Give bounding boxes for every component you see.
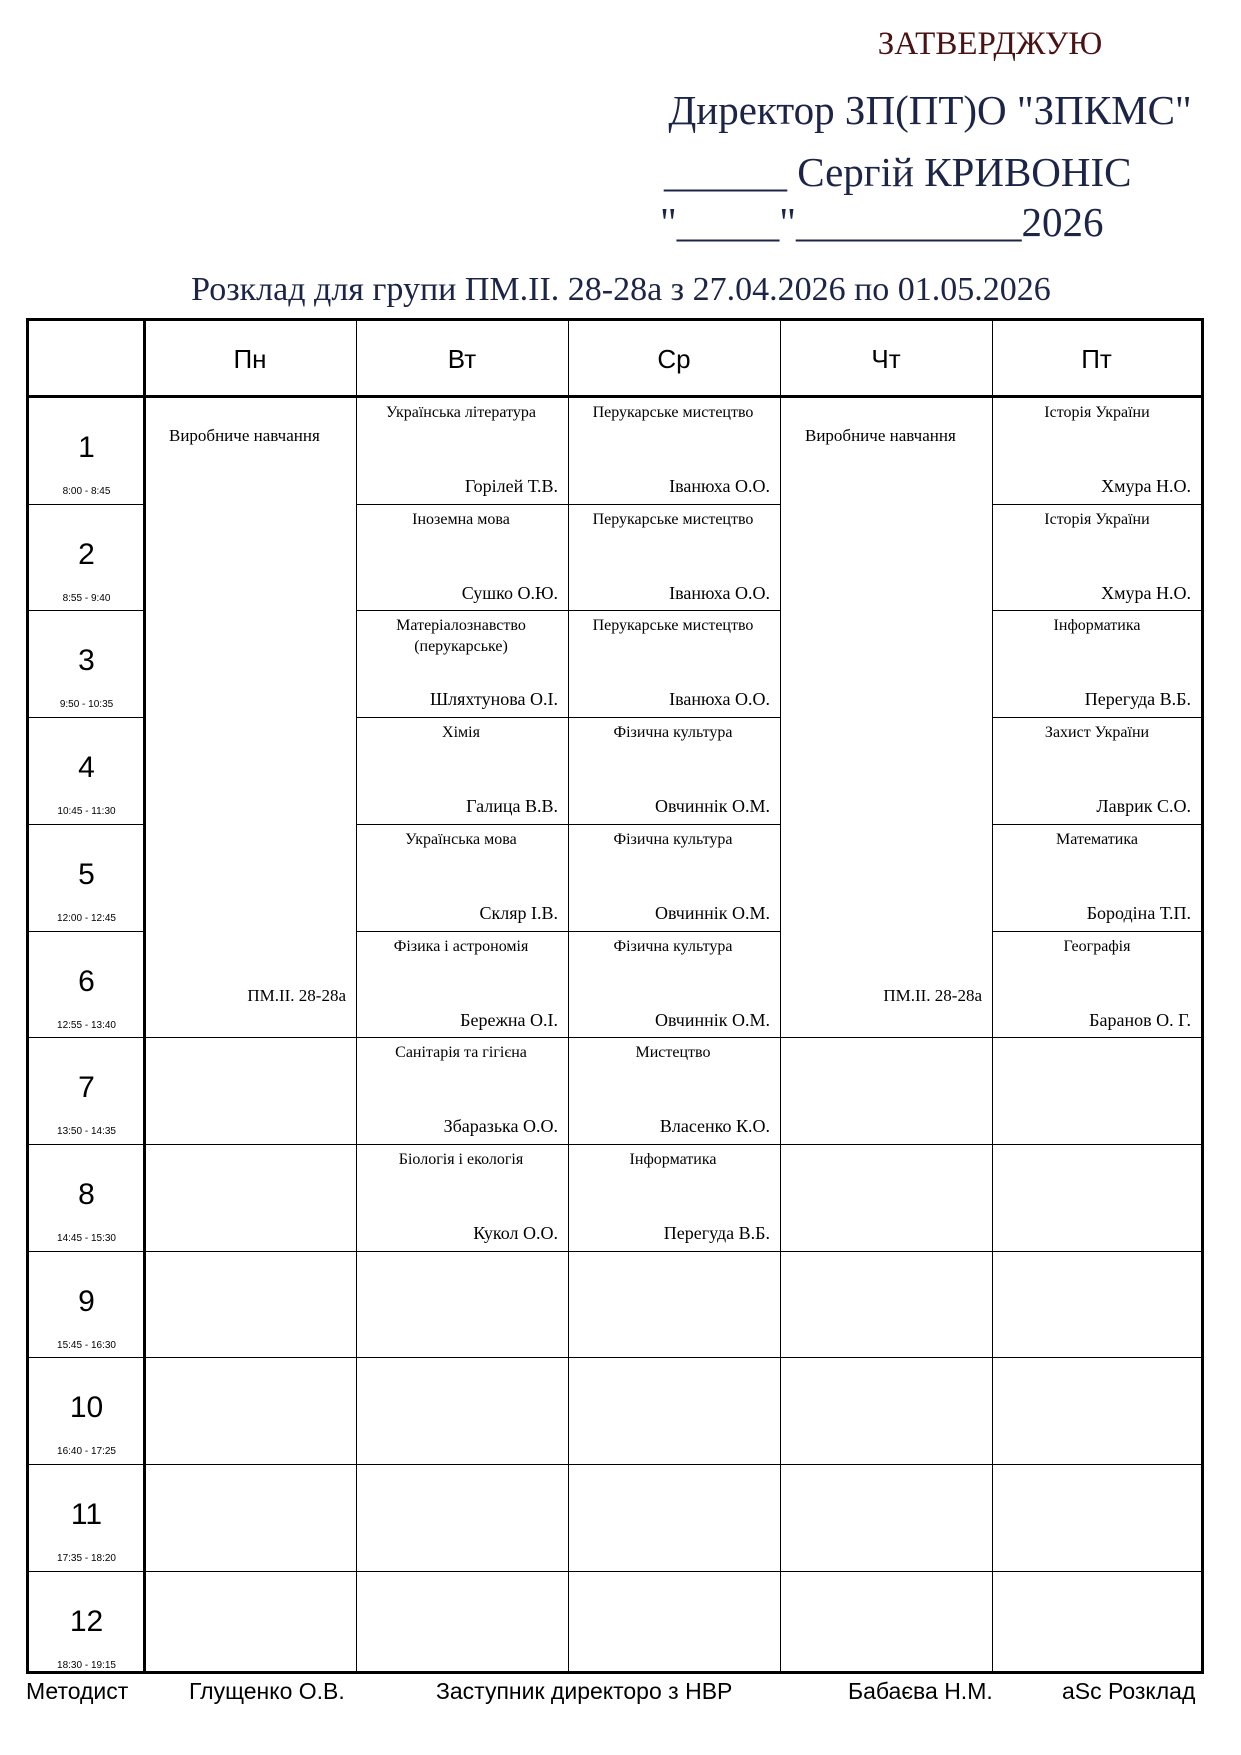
period-time: 17:35 - 18:20 bbox=[57, 1553, 116, 1564]
lesson-teacher: Хмура Н.О. bbox=[1101, 476, 1191, 496]
lesson-teacher: Бородіна Т.П. bbox=[1086, 902, 1191, 923]
row-divider bbox=[568, 1464, 780, 1465]
row-divider bbox=[568, 1251, 780, 1252]
period-time: 12:00 - 12:45 bbox=[57, 912, 116, 924]
lesson-teacher: Скляр І.В. bbox=[479, 902, 558, 923]
period-time: 16:40 - 17:25 bbox=[57, 1446, 116, 1458]
approval-date-line: "_____"___________2026 bbox=[660, 199, 1104, 245]
lesson-subject: Іноземна мова bbox=[412, 510, 510, 528]
period-time: 8:00 - 8:45 bbox=[62, 486, 111, 497]
row-divider bbox=[144, 1571, 356, 1572]
lesson-teacher: Перегуда В.Б. bbox=[1084, 689, 1191, 710]
lesson-subject: Захист України bbox=[1044, 724, 1150, 742]
period-number: 10 bbox=[69, 1391, 104, 1425]
lesson-subject: Санітарія та гігієна bbox=[395, 1044, 527, 1062]
row-divider bbox=[992, 824, 1201, 825]
lesson-subject: Біологія і екологія bbox=[398, 1150, 524, 1168]
period-time: 10:45 - 11:30 bbox=[57, 806, 116, 818]
row-divider bbox=[992, 610, 1201, 611]
lesson-subject: Фізична культура bbox=[613, 724, 733, 742]
period-time: 9:50 - 10:35 bbox=[59, 699, 114, 711]
period-number: 4 bbox=[78, 751, 95, 785]
lesson-teacher: Горілей Т.В. bbox=[464, 476, 558, 496]
row-divider bbox=[356, 1037, 568, 1038]
lesson-subject: Історія України bbox=[1044, 404, 1150, 421]
footer-software: aSc Розклад bbox=[1062, 1678, 1196, 1704]
row-divider bbox=[29, 1144, 144, 1145]
row-divider bbox=[356, 1251, 568, 1252]
period-number: 2 bbox=[78, 537, 95, 571]
row-divider bbox=[29, 717, 144, 718]
row-divider bbox=[356, 1144, 568, 1145]
row-divider bbox=[144, 1464, 356, 1465]
column-divider bbox=[143, 321, 146, 1671]
lesson-subject: Фізика і астрономія bbox=[393, 937, 529, 955]
row-divider bbox=[992, 1251, 1201, 1252]
lesson-subject: Українська мова bbox=[405, 830, 517, 848]
row-divider bbox=[29, 1464, 144, 1465]
row-divider bbox=[992, 1144, 1201, 1145]
row-divider bbox=[992, 717, 1201, 718]
row-divider bbox=[356, 504, 568, 505]
lesson-teacher: Галица В.В. bbox=[466, 796, 558, 817]
row-divider bbox=[356, 1357, 568, 1358]
block-group: ПМ.II. 28-28а bbox=[883, 985, 982, 1005]
row-divider bbox=[780, 1571, 992, 1572]
lesson-teacher: Іванюха О.О. bbox=[669, 689, 770, 710]
row-divider bbox=[780, 1037, 992, 1038]
row-divider bbox=[29, 504, 144, 505]
lesson-teacher: Збаразька О.О. bbox=[443, 1116, 558, 1137]
row-divider bbox=[992, 1571, 1201, 1572]
row-divider bbox=[992, 1037, 1201, 1038]
lesson-subject: Хімія bbox=[442, 724, 480, 742]
approve-stamp: ЗАТВЕРДЖУЮ bbox=[877, 26, 1103, 62]
row-divider bbox=[144, 1251, 356, 1252]
row-divider bbox=[356, 824, 568, 825]
lesson-teacher: Бережна О.І. bbox=[460, 1009, 558, 1030]
row-divider bbox=[568, 504, 780, 505]
period-number: 7 bbox=[78, 1071, 95, 1105]
lesson-teacher: Перегуда В.Б. bbox=[663, 1222, 770, 1243]
period-time: 14:45 - 15:30 bbox=[57, 1232, 116, 1244]
row-divider bbox=[29, 1571, 144, 1572]
row-divider bbox=[780, 1251, 992, 1252]
row-divider bbox=[780, 1464, 992, 1465]
row-divider bbox=[568, 824, 780, 825]
header-divider bbox=[29, 395, 1201, 398]
column-divider bbox=[780, 321, 781, 1671]
period-time: 13:50 - 14:35 bbox=[57, 1126, 116, 1138]
day-header: Вт bbox=[447, 343, 477, 374]
row-divider bbox=[29, 824, 144, 825]
row-divider bbox=[568, 1357, 780, 1358]
day-header: Пт bbox=[1081, 343, 1112, 374]
row-divider bbox=[29, 1357, 144, 1358]
lesson-subject: Фізична культура bbox=[613, 830, 733, 848]
lesson-teacher: Лаврик С.О. bbox=[1096, 796, 1191, 817]
lesson-subject: Перукарське мистецтво bbox=[592, 617, 754, 635]
lesson-teacher: Власенко К.О. bbox=[659, 1116, 770, 1137]
row-divider bbox=[568, 931, 780, 932]
period-time: 12:55 - 13:40 bbox=[57, 1019, 116, 1031]
footer-methodist-label: Методист bbox=[26, 1678, 129, 1704]
row-divider bbox=[992, 1464, 1201, 1465]
row-divider bbox=[992, 1357, 1201, 1358]
row-divider bbox=[568, 717, 780, 718]
timetable bbox=[26, 318, 1204, 1674]
row-divider bbox=[780, 1144, 992, 1145]
row-divider bbox=[992, 931, 1201, 932]
lesson-teacher: Баранов О. Г. bbox=[1089, 1009, 1191, 1030]
period-time: 15:45 - 16:30 bbox=[57, 1339, 116, 1351]
column-divider bbox=[568, 321, 569, 1671]
row-divider bbox=[356, 1571, 568, 1572]
lesson-teacher: Кукол О.О. bbox=[473, 1222, 558, 1243]
footer-deputy-label: Заступник директоро з НВР bbox=[436, 1678, 733, 1704]
lesson-subject: Інформатика bbox=[1053, 617, 1141, 635]
row-divider bbox=[29, 610, 144, 611]
row-divider bbox=[568, 1037, 780, 1038]
period-number: 9 bbox=[78, 1284, 95, 1318]
row-divider bbox=[356, 931, 568, 932]
page-title: Розклад для групи ПМ.II. 28-28а з 27.04.2026 по 01.05.2026 bbox=[191, 271, 1051, 308]
lesson-teacher: Хмура Н.О. bbox=[1101, 582, 1191, 603]
footer-deputy-name: Бабаєва Н.М. bbox=[848, 1678, 993, 1704]
lesson-subject: Математика bbox=[1056, 830, 1138, 848]
row-divider bbox=[144, 1357, 356, 1358]
lesson-subject: Фізична культура bbox=[613, 937, 733, 955]
lesson-teacher: Овчиннік О.М. bbox=[654, 902, 770, 923]
period-time: 8:55 - 9:40 bbox=[62, 592, 111, 604]
day-header: Чт bbox=[871, 343, 901, 374]
footer-methodist-name: Глущенко О.В. bbox=[189, 1678, 345, 1704]
period-number: 5 bbox=[78, 857, 95, 891]
lesson-teacher: Сушко О.Ю. bbox=[461, 582, 558, 603]
lesson-subject: Географія bbox=[1063, 937, 1131, 955]
row-divider bbox=[356, 717, 568, 718]
period-number: 8 bbox=[78, 1177, 95, 1211]
period-number: 1 bbox=[78, 431, 95, 464]
lesson-teacher: Іванюха О.О. bbox=[669, 476, 770, 496]
period-number: 6 bbox=[78, 964, 95, 998]
row-divider bbox=[568, 1571, 780, 1572]
period-number: 3 bbox=[78, 644, 95, 678]
lesson-subject: Інформатика bbox=[629, 1150, 717, 1168]
lesson-subject: Матеріалознавство (перукарське) bbox=[396, 617, 526, 656]
row-divider bbox=[356, 610, 568, 611]
lesson-teacher: Овчиннік О.М. bbox=[654, 1009, 770, 1030]
director-title: Директор ЗП(ПТ)О "ЗПКМС" bbox=[668, 87, 1192, 133]
period-time: 18:30 - 19:15 bbox=[57, 1659, 116, 1671]
row-divider bbox=[992, 504, 1201, 505]
lesson-subject: Перукарське мистецтво bbox=[592, 510, 754, 528]
period-number: 12 bbox=[69, 1604, 104, 1638]
column-divider bbox=[992, 321, 993, 1671]
row-divider bbox=[356, 1464, 568, 1465]
block-subject: Виробниче навчання bbox=[169, 426, 320, 445]
lesson-subject: Мистецтво bbox=[635, 1044, 711, 1062]
lesson-teacher: Овчиннік О.М. bbox=[654, 796, 770, 817]
director-signature-line: ______ Сергій КРИВОНІС bbox=[664, 149, 1132, 195]
row-divider bbox=[780, 1357, 992, 1358]
row-divider bbox=[29, 1037, 144, 1038]
row-divider bbox=[568, 1144, 780, 1145]
lesson-teacher: Іванюха О.О. bbox=[669, 582, 770, 603]
row-divider bbox=[568, 610, 780, 611]
lesson-subject: Історія України bbox=[1044, 510, 1150, 528]
block-group: ПМ.II. 28-28а bbox=[247, 985, 346, 1005]
column-divider bbox=[356, 321, 357, 1671]
day-header: Пн bbox=[233, 343, 267, 374]
row-divider bbox=[29, 1251, 144, 1252]
lesson-subject: Українська література bbox=[386, 404, 536, 421]
lesson-teacher: Шляхтунова О.І. bbox=[430, 689, 558, 710]
block-subject: Виробниче навчання bbox=[805, 426, 956, 445]
period-number: 11 bbox=[70, 1498, 103, 1531]
day-header: Ср bbox=[657, 343, 691, 374]
row-divider bbox=[144, 1037, 356, 1038]
row-divider bbox=[29, 931, 144, 932]
row-divider bbox=[144, 1144, 356, 1145]
lesson-subject: Перукарське мистецтво bbox=[592, 404, 754, 421]
